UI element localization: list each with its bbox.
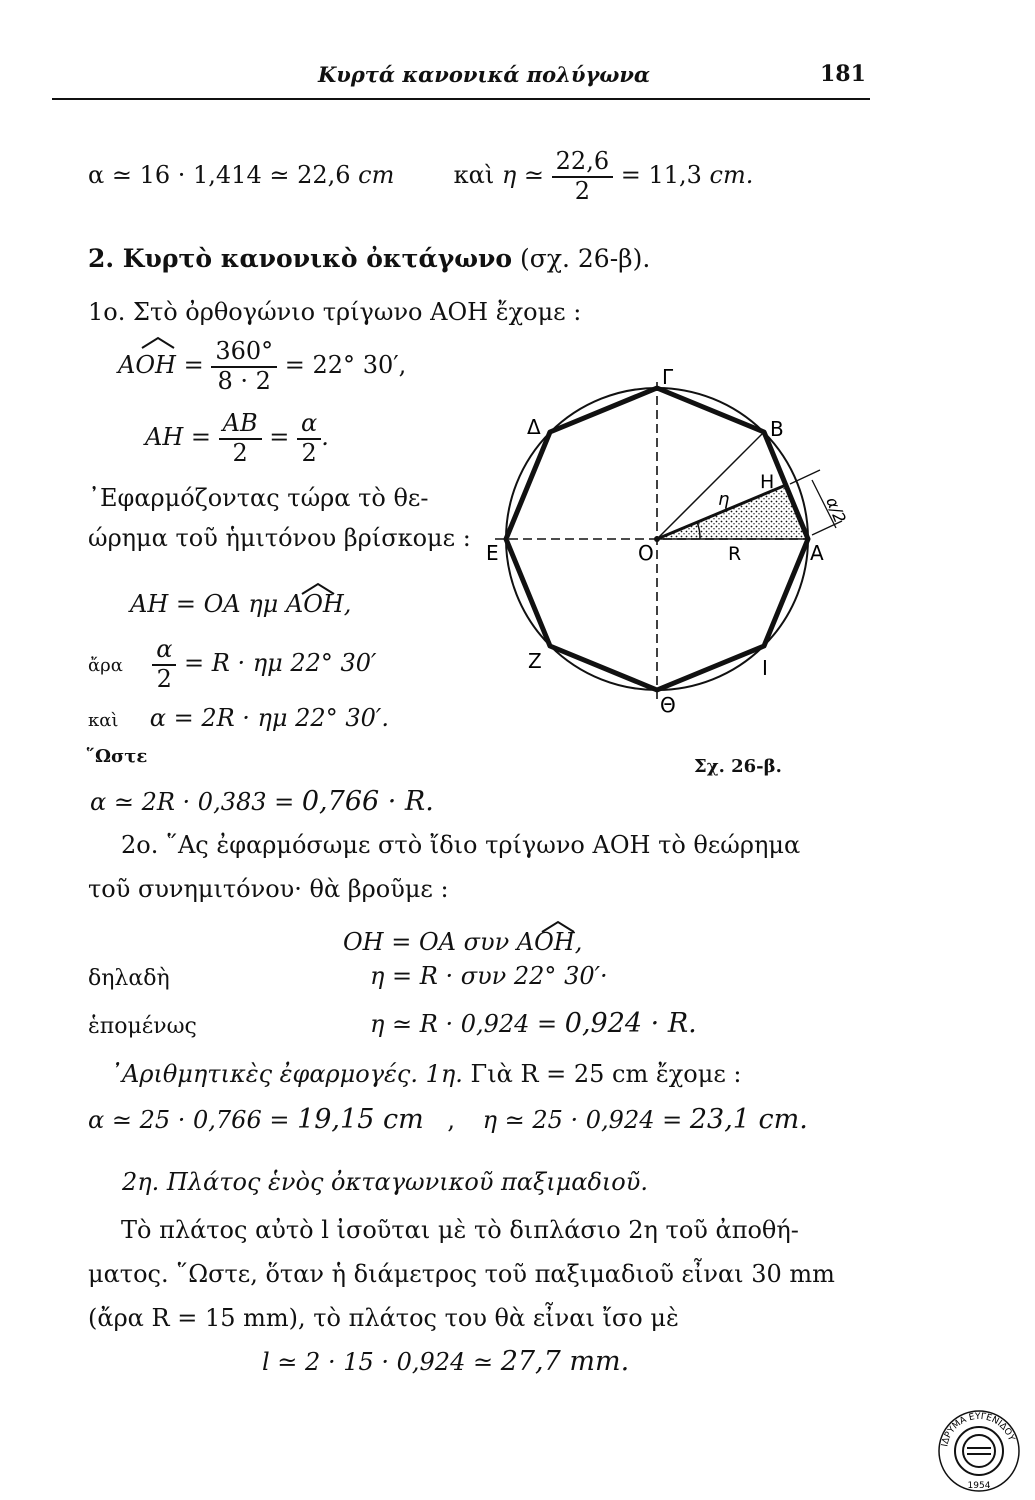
octagon-figure: [480, 355, 860, 795]
word-kai: καὶ: [453, 161, 495, 190]
running-header-title: Κυρτά κανονικά πολύγωνα: [318, 62, 651, 87]
step2-line1: 2ο. ῞Ας ἐφαρμόσωμε στὸ ἴδιο τρίγωνο ΑΟΗ τὸ θεώρημα: [121, 831, 801, 859]
heading-bold: 2. Κυρτὸ κανονικὸ ὀκτάγωνο: [88, 244, 513, 273]
label-E: Ε: [486, 541, 499, 565]
eq-result: = 11,3: [620, 161, 710, 190]
arith-right: η ≃ 25 · 0,924 =: [482, 1106, 690, 1134]
eq-side-length: [88, 148, 753, 205]
arith-left-val: 19,15 cm: [297, 1104, 424, 1135]
step1-intro: 1ο. Στὸ ὀρθογώνιο τρίγωνο ΑΟΗ ἔχομε :: [88, 298, 582, 326]
fraction-22-6-over-2: [552, 148, 613, 205]
eq-result-a: [90, 786, 434, 817]
arith-equations: [88, 1104, 808, 1135]
foundation-stamp: [936, 1408, 1022, 1494]
sine-text-2: ώρημα τοῦ ἡμιτόνου βρίσκομε :: [88, 524, 471, 552]
label-O: Ο: [638, 541, 654, 565]
label-Z: Ζ: [528, 649, 542, 673]
frac-den: 2: [574, 176, 591, 205]
eq-result-val: 0,766 · R.: [301, 786, 434, 817]
word-hoste: ῞Ωστε: [86, 746, 148, 767]
eq-AH: [145, 410, 329, 467]
fraction-a-over-2: [297, 410, 321, 467]
eq-kai: [88, 704, 389, 732]
final-val: 27,7 mm.: [500, 1346, 630, 1377]
word-epomenos: ἑπομένως: [88, 1014, 197, 1039]
eq-angle-lhs: ΑΟΗ =: [118, 351, 204, 380]
fraction-AB-over-2: [219, 410, 262, 467]
period: .: [321, 423, 329, 452]
label-B: Β: [770, 417, 784, 441]
final-lhs: l ≃ 2 · 15 · 0,924 ≃: [262, 1348, 501, 1376]
label-a-over-2: α/2: [822, 494, 850, 526]
eq-ara-rhs: = R · ημ 22° 30′: [184, 649, 377, 678]
stamp-logo: [963, 1435, 995, 1467]
label-G: Γ: [662, 365, 674, 389]
label-H: Η: [760, 471, 775, 493]
angle-hat-1: [138, 336, 178, 350]
eq-epomenos-val: 0,924 · R.: [564, 1008, 697, 1039]
eq-cos: ΟΗ = ΟΑ συν ΑΟΗ,: [343, 928, 583, 956]
center-point: [654, 536, 660, 542]
arith-heading: [110, 1060, 742, 1088]
stamp-text-top: ΙΔΡΥΜΑ ΕΥΓΕΝΙΔΟΥ: [940, 1411, 1017, 1448]
word-ara: ἄρα: [88, 655, 123, 677]
page-number: 181: [820, 61, 866, 87]
eq-angle-rhs: = 22° 30′,: [284, 351, 407, 380]
stamp-outer-ring: [939, 1411, 1019, 1491]
eq-ara: [88, 636, 377, 693]
arith-rest: Γιὰ R = 25 cm ἔχομε :: [470, 1060, 742, 1088]
eq-sine: ΑΗ = ΟΑ ημ ΑΟΗ,: [130, 590, 352, 618]
eq-side-expr: α ≃ 16 · 1,414 ≃ 22,6: [88, 161, 359, 190]
label-A: Α: [810, 541, 824, 565]
frac-den: 2: [156, 664, 172, 693]
para-line2: ματος. ῞Ωστε, ὅταν ἡ διάμετρος τοῦ παξιμαδιοῦ εἶναι 30 mm: [88, 1260, 835, 1288]
label-eta: η: [718, 489, 730, 510]
word-kai-2: καὶ: [88, 710, 119, 731]
label-R: R: [728, 543, 742, 565]
sine-text-1: ᾿Εφαρμόζοντας τώρα τὸ θε-: [88, 484, 429, 512]
fraction-a-over-2-b: [152, 636, 176, 693]
equals: =: [269, 423, 290, 452]
eta-symbol: η ≃: [501, 161, 545, 190]
word-deladi: δηλαδὴ: [88, 966, 170, 991]
frac-num: α: [297, 410, 321, 440]
eq-epomenos: [370, 1008, 697, 1039]
arith-right-val: 23,1 cm.: [689, 1104, 808, 1135]
frac-num: 22,6: [552, 148, 613, 178]
arith-left: α ≃ 25 · 0,766 =: [88, 1106, 298, 1134]
fraction-360-over-16: [211, 338, 277, 395]
eq-kai-rhs: α = 2R · ημ 22° 30′.: [149, 704, 389, 732]
frac-num: α: [152, 636, 176, 666]
para-line1: Τὸ πλάτος αὐτὸ l ἰσοῦται μὲ τὸ διπλάσιο 2η τοῦ ἀποθή-: [121, 1216, 799, 1244]
angle-hat-3: [538, 920, 578, 934]
frac-num: ΑΒ: [219, 410, 262, 440]
unit-cm-2: cm.: [709, 161, 754, 190]
final-equation: [262, 1346, 629, 1377]
unit-cm: cm: [358, 161, 395, 190]
angle-hat-2: [298, 582, 338, 596]
frac-den: 8 · 2: [217, 366, 271, 395]
eq-AH-lhs: ΑΗ =: [145, 423, 211, 452]
arith-italic: ᾿Αριθμητικὲς ἐφαρμογές. 1η.: [110, 1060, 463, 1088]
label-TH: Θ: [660, 693, 676, 717]
frac-den: 2: [232, 438, 248, 467]
stamp-year: 1954: [967, 1481, 991, 1491]
eq-result-lhs: α ≃ 2R · 0,383 =: [90, 788, 302, 816]
separator: ,: [447, 1106, 455, 1134]
eq-epomenos-lhs: η ≃ R · 0,924 =: [370, 1010, 565, 1038]
step2-line2: τοῦ συνημιτόνου· θὰ βροῦμε :: [88, 875, 449, 903]
section-heading-octagon: [88, 244, 650, 273]
figure-caption: Σχ. 26-β.: [694, 756, 782, 777]
eq-deladi: η = R · συν 22° 30′·: [370, 962, 608, 990]
label-I: Ι: [762, 656, 768, 680]
section-2h-heading: 2η. Πλάτος ἑνὸς ὀκταγωνικοῦ παξιμαδιοῦ.: [122, 1168, 648, 1196]
label-D: Δ: [527, 415, 541, 439]
frac-den: 2: [301, 438, 317, 467]
frac-num: 360°: [211, 338, 277, 368]
para-line3: (ἄρα R = 15 mm), τὸ πλάτος του θὰ εἶναι ἴσο μὲ: [88, 1304, 679, 1332]
header-rule: [52, 98, 870, 100]
figure-ref: (σχ. 26-β).: [520, 244, 651, 273]
